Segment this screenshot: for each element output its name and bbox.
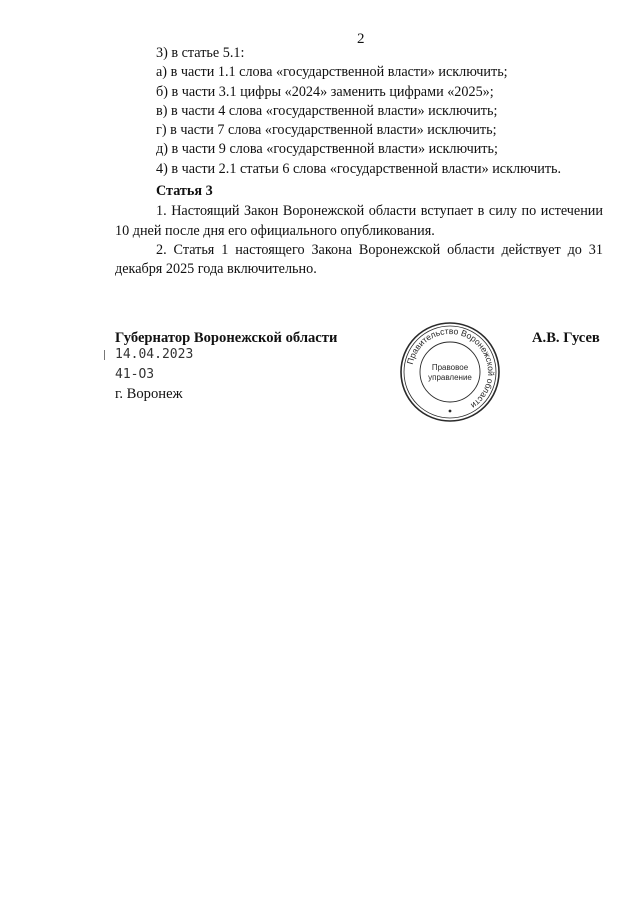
seal-ring-text: Правительство Воронежской области: [404, 325, 497, 411]
signature-name: А.В. Гусев: [532, 330, 600, 346]
seal-center-line-1: Правовое: [431, 363, 469, 372]
paragraph-entry-into-force: 1. Настоящий Закон Воронежской области вступает в силу по истечении 10 дней после дня его официального опубликования.: [115, 203, 603, 239]
list-item: д) в части 9 слова «государственной власти» исключить;: [156, 141, 498, 158]
list-item: а) в части 1.1 слова «государственной власти» исключить;: [156, 64, 508, 81]
list-item: г) в части 7 слова «государственной власти» исключить;: [156, 122, 497, 139]
list-item: в) в части 4 слова «государственной власти» исключить;: [156, 102, 498, 119]
document-body: [115, 44, 603, 280]
city: г. Воронеж: [115, 386, 183, 402]
paragraph-validity: 2. Статья 1 настоящего Закона Воронежской области действует до 31 декабря 2025 года включительно.: [115, 241, 603, 278]
registration-number: 41-ОЗ: [115, 367, 155, 382]
seal-outer-ring: [401, 323, 499, 421]
seal-star-icon: [449, 410, 452, 413]
list-item: б) в части 3.1 цифры «2024» заменить цифрами «2025»;: [156, 83, 494, 100]
margin-tick: [104, 350, 105, 360]
signature-title: Губернатор Воронежской области: [115, 330, 338, 346]
list-item: 4) в части 2.1 статьи 6 слова «государственной власти» исключить.: [156, 160, 562, 177]
official-seal: [398, 320, 502, 424]
list-item: 3) в статье 5.1:: [156, 45, 245, 61]
registration-date: 14.04.2023: [115, 347, 194, 362]
article-heading: Статья 3: [156, 183, 213, 200]
page-number: 2: [357, 31, 365, 47]
seal-inner-ring-2: [420, 342, 480, 402]
seal-center-line-2: управление: [428, 373, 472, 382]
